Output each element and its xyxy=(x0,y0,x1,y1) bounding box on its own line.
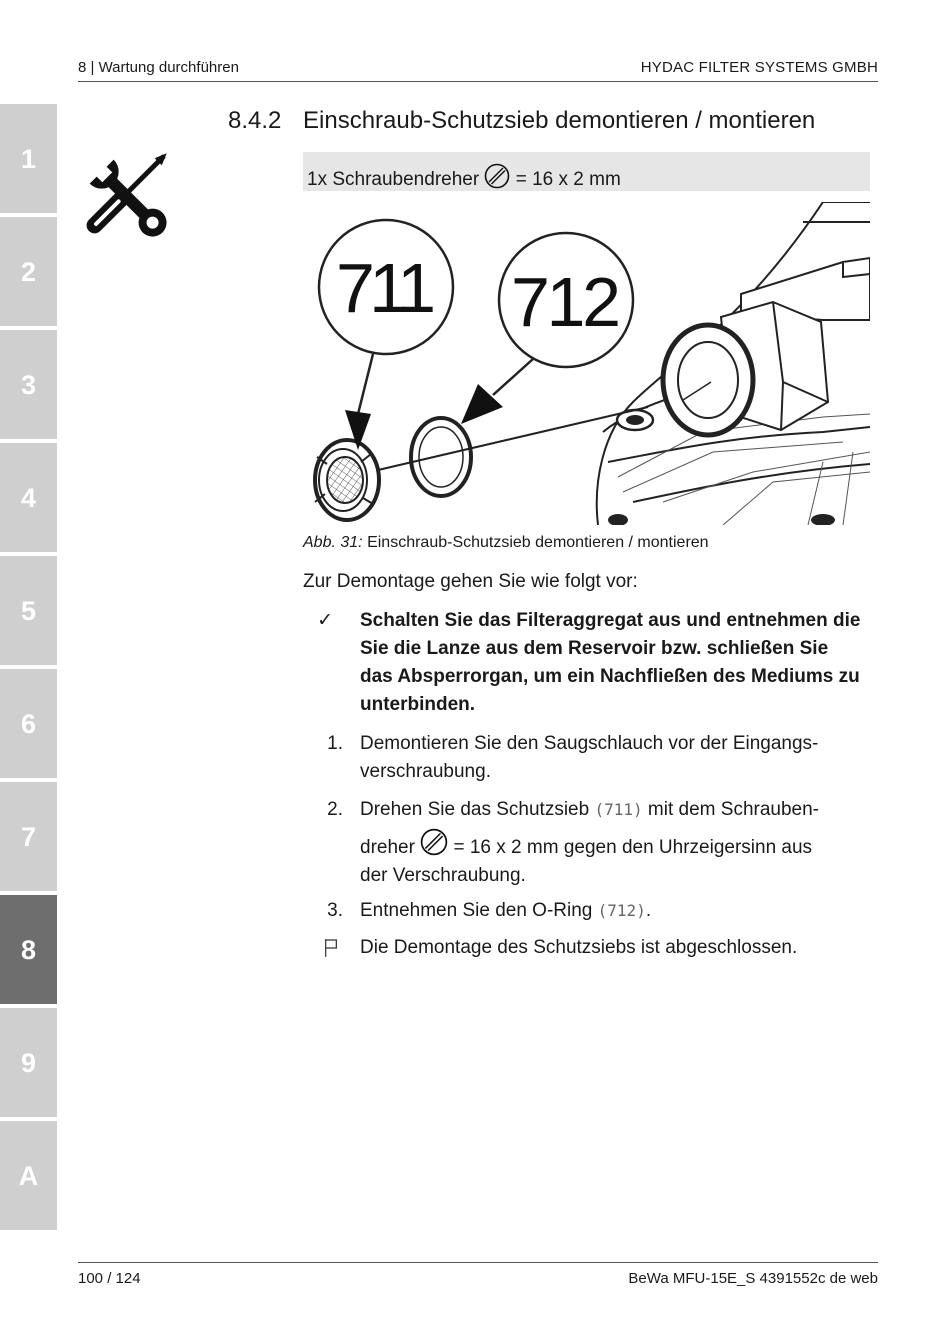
callout-712: 712 xyxy=(511,263,621,341)
chapter-tabs xyxy=(0,104,57,1234)
chapter-tab-1[interactable]: 1 xyxy=(0,104,57,213)
checkmark-icon: ✓ xyxy=(317,610,333,631)
step-number: 3. xyxy=(327,900,343,921)
document-id: BeWa MFU-15E_S 4391552c de web xyxy=(628,1270,878,1287)
result-flag-icon xyxy=(323,938,339,958)
tools-icon xyxy=(78,148,172,243)
step-number: 1. xyxy=(327,733,343,754)
chapter-tab-a[interactable]: A xyxy=(0,1121,57,1230)
tool-prefix: 1x Schraubendreher xyxy=(307,169,480,190)
section-title: Einschraub-Schutzsieb demontieren / montieren xyxy=(303,107,816,134)
chapter-tab-8[interactable]: 8 xyxy=(0,895,57,1004)
chapter-tab-2[interactable]: 2 xyxy=(0,217,57,326)
chapter-tab-9[interactable]: 9 xyxy=(0,1008,57,1117)
intro-text: Zur Demontage gehen Sie wie folgt vor: xyxy=(303,571,638,592)
result-text: Die Demontage des Schutzsiebs ist abgeschlossen. xyxy=(360,937,798,958)
caption-label: Abb. 31: xyxy=(303,534,363,551)
caption-text: Einschraub-Schutzsieb demontieren / montieren xyxy=(367,534,709,551)
step-number: 2. xyxy=(327,799,343,820)
page-number: 100 / 124 xyxy=(78,1270,141,1287)
chapter-tab-7[interactable]: 7 xyxy=(0,782,57,891)
part-ref-711: (711) xyxy=(594,800,643,819)
chapter-tab-5[interactable]: 5 xyxy=(0,556,57,665)
page-footer xyxy=(78,1262,878,1293)
slotted-screwdriver-icon xyxy=(420,828,448,856)
page-header xyxy=(78,57,878,82)
chapter-tab-4[interactable]: 4 xyxy=(0,443,57,552)
step-text: Drehen Sie das Schutzsieb (711) mit dem Schrauben- dreher = 16 x 2 mm gegen den Uhrzeigersinn aus der Verschraubung. xyxy=(360,799,819,886)
tool-requirement-box xyxy=(303,152,870,191)
chapter-tab-6[interactable]: 6 xyxy=(0,669,57,778)
part-ref-712: (712) xyxy=(597,901,646,920)
slotted-screwdriver-icon xyxy=(484,163,510,189)
company-name: HYDAC FILTER SYSTEMS GMBH xyxy=(640,59,878,76)
step-text: Demontieren Sie den Saugschlauch vor der Eingangs- verschraubung. xyxy=(360,733,819,782)
figure-caption xyxy=(303,534,709,552)
callout-711: 711 xyxy=(336,249,436,327)
step-text: Entnehmen Sie den O-Ring (712). xyxy=(360,900,652,921)
chapter-tab-3[interactable]: 3 xyxy=(0,330,57,439)
prerequisite-text: Schalten Sie das Filteraggregat aus und entnehmen die Sie die Lanze aus dem Reservoir bzw. schließen Sie das Absperrorgan, um ein Nachfließen des Mediums zu unterbinden. xyxy=(360,610,861,715)
strainer-drawing xyxy=(303,202,870,525)
tool-size: = 16 x 2 mm xyxy=(515,169,621,190)
chapter-heading: 8 | Wartung durchführen xyxy=(78,59,239,76)
section-number: 8.4.2 xyxy=(228,107,282,134)
